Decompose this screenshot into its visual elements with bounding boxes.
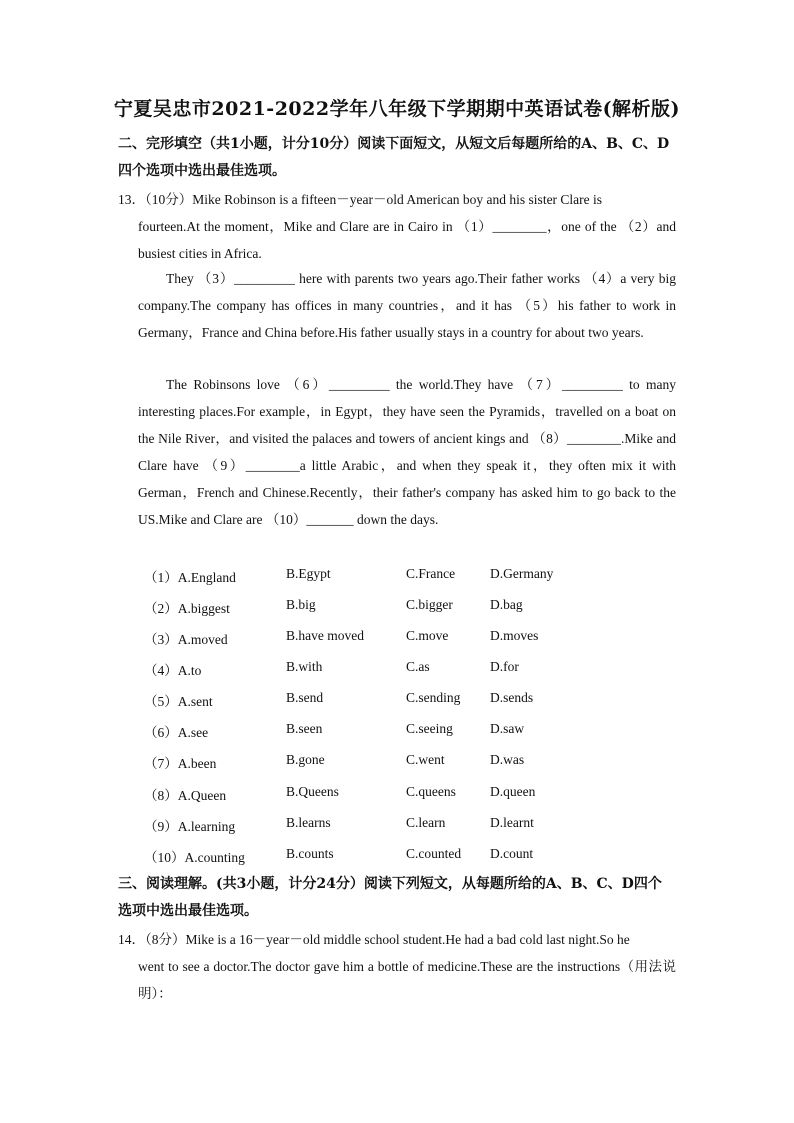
option-b: B.seen xyxy=(286,721,323,736)
option-d: D.sends xyxy=(490,690,534,705)
option-c: C.as xyxy=(406,659,430,674)
option-row xyxy=(144,690,684,714)
section-2-heading-line1: 二、完形填空（共1小题，计分10分）阅读下面短文，从短文后每题所给的A、B、C、D xyxy=(118,136,670,152)
question-13-paragraph-2: They （3）_________ here with parents two years ago.Their father works （4）a very big company.The company has offices in many countries，and it has （5）his father to work in Germany，France and China before.His father usually stays in a country for about two years. xyxy=(138,271,676,340)
option-a: （7）A.been xyxy=(144,756,217,771)
option-a: （10）A.counting xyxy=(144,850,245,865)
option-a: （8）A.Queen xyxy=(144,788,227,803)
option-b: B.send xyxy=(286,690,324,705)
question-13-paragraph-1: fourteen.At the moment，Mike and Clare are in Cairo in （1）________，one of the （2）and busiest cities in Africa. xyxy=(138,219,676,261)
option-a: （1）A.England xyxy=(144,570,236,585)
option-d: D.queen xyxy=(490,784,536,799)
option-a: （9）A.learning xyxy=(144,819,236,834)
option-c: C.queens xyxy=(406,784,456,799)
option-c: C.counted xyxy=(406,846,462,861)
option-d: D.learnt xyxy=(490,815,534,830)
option-c: C.move xyxy=(406,628,449,643)
option-c: C.France xyxy=(406,566,456,581)
option-c: C.learn xyxy=(406,815,446,830)
option-b: B.with xyxy=(286,659,323,674)
option-d: D.moves xyxy=(490,628,539,643)
option-row xyxy=(144,846,684,870)
option-row xyxy=(144,628,684,652)
option-c: C.bigger xyxy=(406,597,453,612)
option-b: B.Egypt xyxy=(286,566,331,581)
option-row xyxy=(144,566,684,590)
option-d: D.for xyxy=(490,659,519,674)
option-a: （2）A.biggest xyxy=(144,601,230,616)
option-b: B.learns xyxy=(286,815,331,830)
option-a: （6）A.see xyxy=(144,725,209,740)
option-d: D.saw xyxy=(490,721,525,736)
option-d: D.was xyxy=(490,752,525,767)
option-b: B.have moved xyxy=(286,628,364,643)
option-row xyxy=(144,597,684,621)
option-b: B.Queens xyxy=(286,784,339,799)
question-14-lead: 14．（8分）Mike is a 16－year－old middle school student.He had a bad cold last night.So he xyxy=(118,932,630,947)
option-row xyxy=(144,721,684,745)
question-14-body: went to see a doctor.The doctor gave him a bottle of medicine.These are the instructions（用法说明）： xyxy=(138,959,676,1001)
page-title: 宁夏吴忠市2021-2022学年八年级下学期期中英语试卷(解析版) xyxy=(113,98,681,120)
option-a: （3）A.moved xyxy=(144,632,228,647)
option-row xyxy=(144,659,684,683)
option-c: C.went xyxy=(406,752,445,767)
option-b: B.gone xyxy=(286,752,325,767)
question-13-paragraph-3: The Robinsons love （6）_________ the world.They have （7）_________ to many interesting places.For example，in Egypt，they have seen the Pyramids，travelled on a boat on the Nile River，and visited the palaces and towers of ancient kings and （8）________.Mike and Clare have （9）________a little Arabic，and when they speak it，they often mix it with German，French and Chinese.Recently，their father's company has asked him to go back to the US.Mike and Clare are （10）_______ down the days. xyxy=(138,377,676,527)
option-d: D.Germany xyxy=(490,566,554,581)
option-a: （5）A.sent xyxy=(144,694,213,709)
option-c: C.sending xyxy=(406,690,461,705)
option-b: B.counts xyxy=(286,846,334,861)
section-3-heading-line2: 选项中选出最佳选项。 xyxy=(118,903,258,919)
section-2-heading xyxy=(118,131,678,185)
option-row xyxy=(144,784,684,808)
question-13-lead: 13．（10分）Mike Robinson is a fifteen－year－old American boy and his sister Clare is xyxy=(118,192,603,207)
option-row xyxy=(144,752,684,776)
option-d: D.bag xyxy=(490,597,523,612)
option-b: B.big xyxy=(286,597,316,612)
option-d: D.count xyxy=(490,846,534,861)
option-a: （4）A.to xyxy=(144,663,202,678)
option-row xyxy=(144,815,684,839)
section-3-heading-line1: 三、阅读理解。(共3小题，计分24分）阅读下列短文，从每题所给的A、B、C、D四个 xyxy=(118,876,662,892)
option-c: C.seeing xyxy=(406,721,453,736)
section-2-heading-line2: 四个选项中选出最佳选项。 xyxy=(118,163,286,179)
section-3-heading xyxy=(118,871,678,925)
